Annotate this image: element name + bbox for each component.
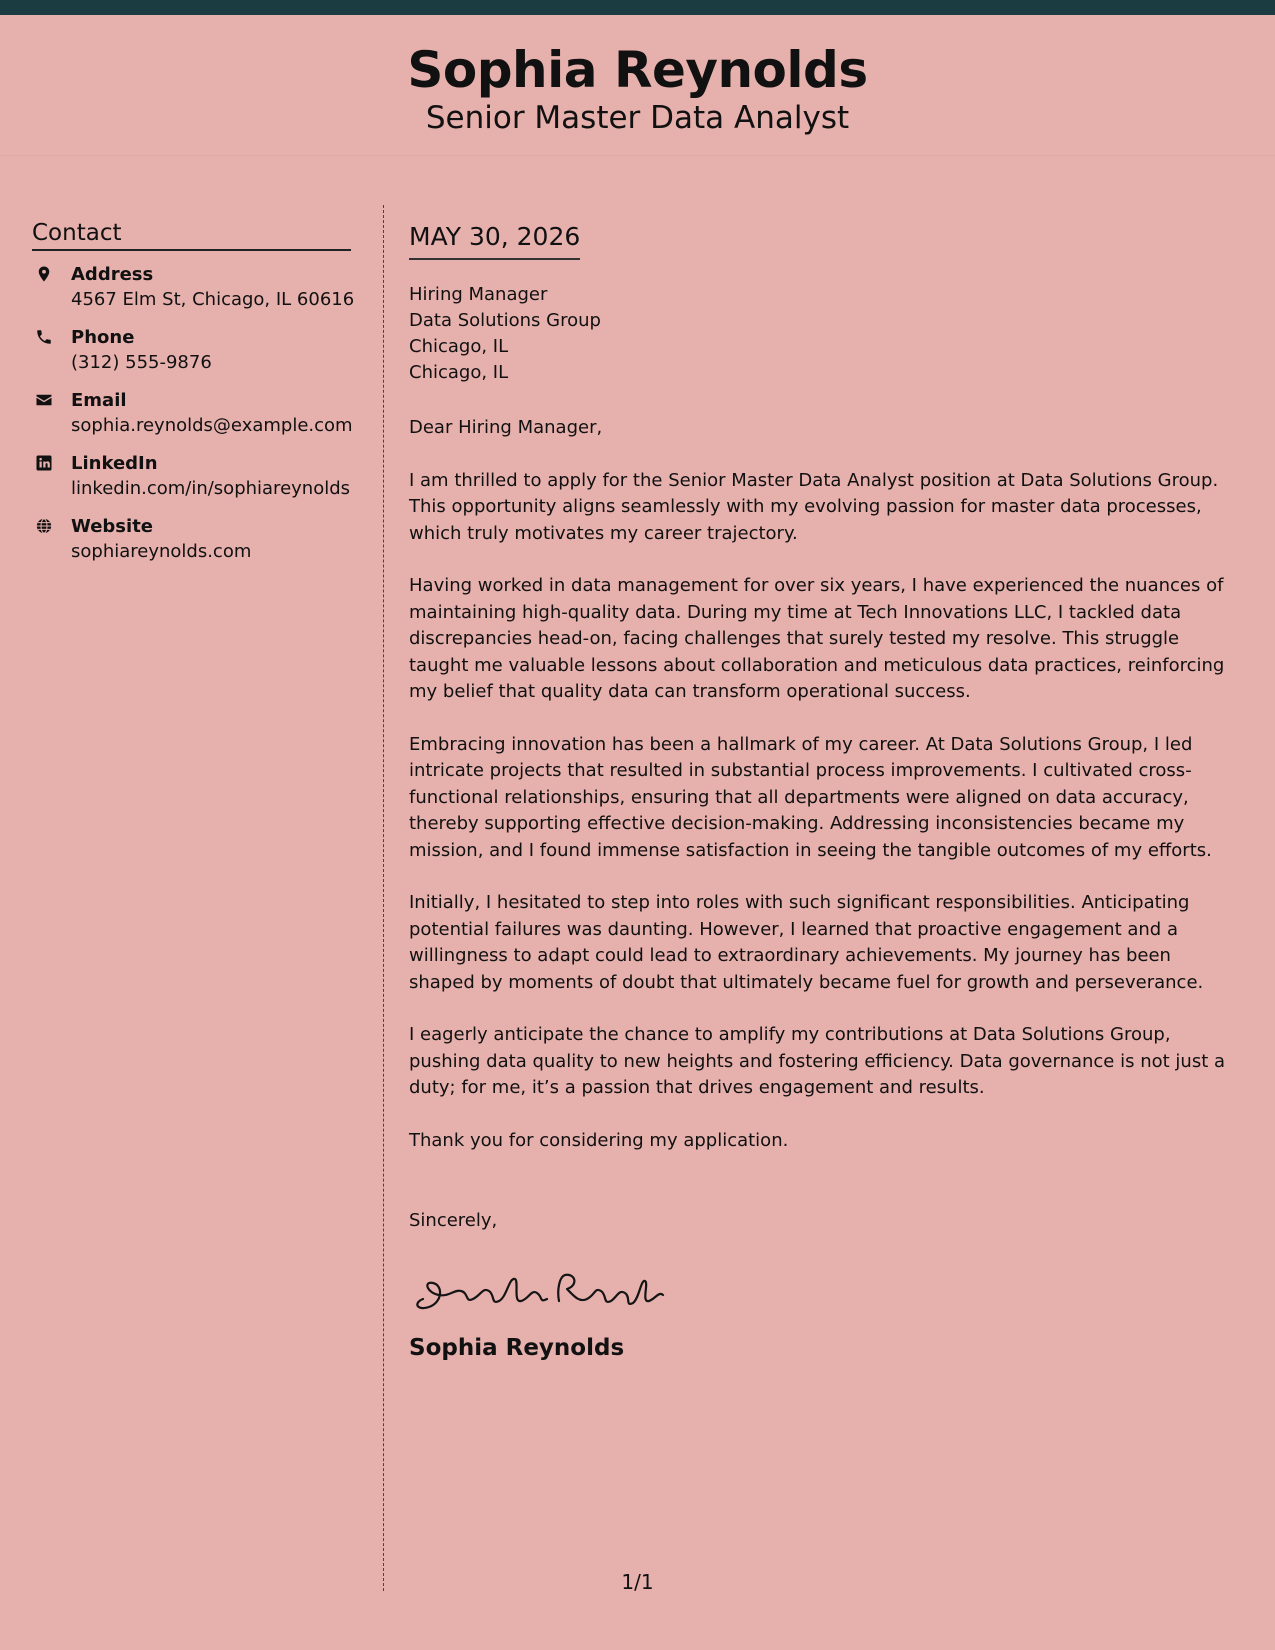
recipient-line: Hiring Manager	[409, 284, 548, 305]
recipient-line: Data Solutions Group	[409, 310, 601, 331]
top-accent-bar	[0, 0, 1275, 15]
contact-label: Phone	[71, 327, 135, 348]
header	[0, 15, 1275, 156]
column-divider	[383, 205, 384, 1591]
contact-label: Email	[71, 390, 127, 411]
contact-label: Address	[71, 264, 154, 285]
contact-website	[32, 515, 351, 578]
letter-date: MAY 30, 2026	[409, 222, 580, 260]
recipient-block	[409, 282, 1239, 386]
letter-body	[409, 222, 1239, 1361]
recipient-line: Chicago, IL	[409, 336, 509, 357]
contact-label: Website	[71, 516, 154, 537]
letter-paragraph: Thank you for considering my application.	[409, 1129, 789, 1151]
letter-paragraph: Embracing innovation has been a hallmark of my career. At Data Solutions Group, I led intricate projects that resulted in substantial process improvements. I cultivated cross-functional relationships, ensuring that all departments were aligned on data accuracy, thereby supporting effective decision-making. Addressing inconsistencies became my mission, and I found immense satisfaction in seeing the tangible outcomes of my efforts.	[409, 733, 1212, 861]
contact-value: sophiareynolds.com	[71, 541, 252, 562]
contact-address	[32, 263, 355, 326]
letter-paragraph: Having worked in data management for over six years, I have experienced the nuances of maintaining high-quality data. During my time at Tech Innovations LLC, I tackled data discrepancies head-on, facing challenges that surely tested my resolve. This struggle taught me valuable lessons about collaboration and meticulous data practices, reinforcing my belief that quality data can transform operational success.	[409, 575, 1225, 702]
signer-name: Sophia Reynolds	[409, 1334, 625, 1361]
contact-value: (312) 555-9876	[71, 352, 212, 373]
closing: Sincerely,	[409, 1210, 498, 1231]
contact-email	[32, 389, 351, 452]
contact-value: linkedin.com/in/sophiareynolds	[71, 478, 351, 499]
letter-paragraph: I am thrilled to apply for the Senior Master Data Analyst position at Data Solutions Group. This opportunity aligns seamlessly with my evolving passion for master data processes, which truly motivates my career trajectory.	[409, 469, 1219, 544]
envelope-icon	[35, 391, 53, 409]
letter-paragraphs	[409, 468, 1239, 1155]
handwritten-signature	[409, 1255, 1239, 1319]
applicant-title: Senior Master Data Analyst	[425, 100, 850, 136]
phone-icon	[35, 328, 53, 346]
globe-icon	[35, 517, 53, 535]
applicant-name: Sophia Reynolds	[407, 41, 868, 99]
letter-paragraph: Initially, I hesitated to step into roles with such significant responsibilities. Anticipating potential failures was daunting. However, I learned that proactive engagement and a willingness to adapt could lead to extraordinary achievements. My journey has been shaped by moments of doubt that ultimately became fuel for growth and perseverance.	[409, 892, 1204, 993]
letter-paragraph: I eagerly anticipate the chance to amplify my contributions at Data Solutions Group, pushing data quality to new heights and fostering efficiency. Data governance is not just a duty; for me, it’s a passion that drives engagement and results.	[409, 1024, 1226, 1098]
page-number: 1/1	[621, 1570, 654, 1594]
contact-value: 4567 Elm St, Chicago, IL 60616	[71, 289, 355, 310]
contact-sidebar	[32, 220, 355, 578]
contact-label: LinkedIn	[71, 453, 158, 474]
contact-heading: Contact	[32, 220, 351, 251]
linkedin-icon	[35, 454, 53, 472]
salutation: Dear Hiring Manager,	[409, 417, 603, 438]
signature-image	[409, 1255, 669, 1319]
contact-value: sophia.reynolds@example.com	[71, 415, 353, 436]
recipient-line: Chicago, IL	[409, 362, 509, 383]
contact-linkedin	[32, 452, 351, 515]
contact-phone	[32, 326, 351, 389]
map-pin-icon	[35, 265, 53, 283]
